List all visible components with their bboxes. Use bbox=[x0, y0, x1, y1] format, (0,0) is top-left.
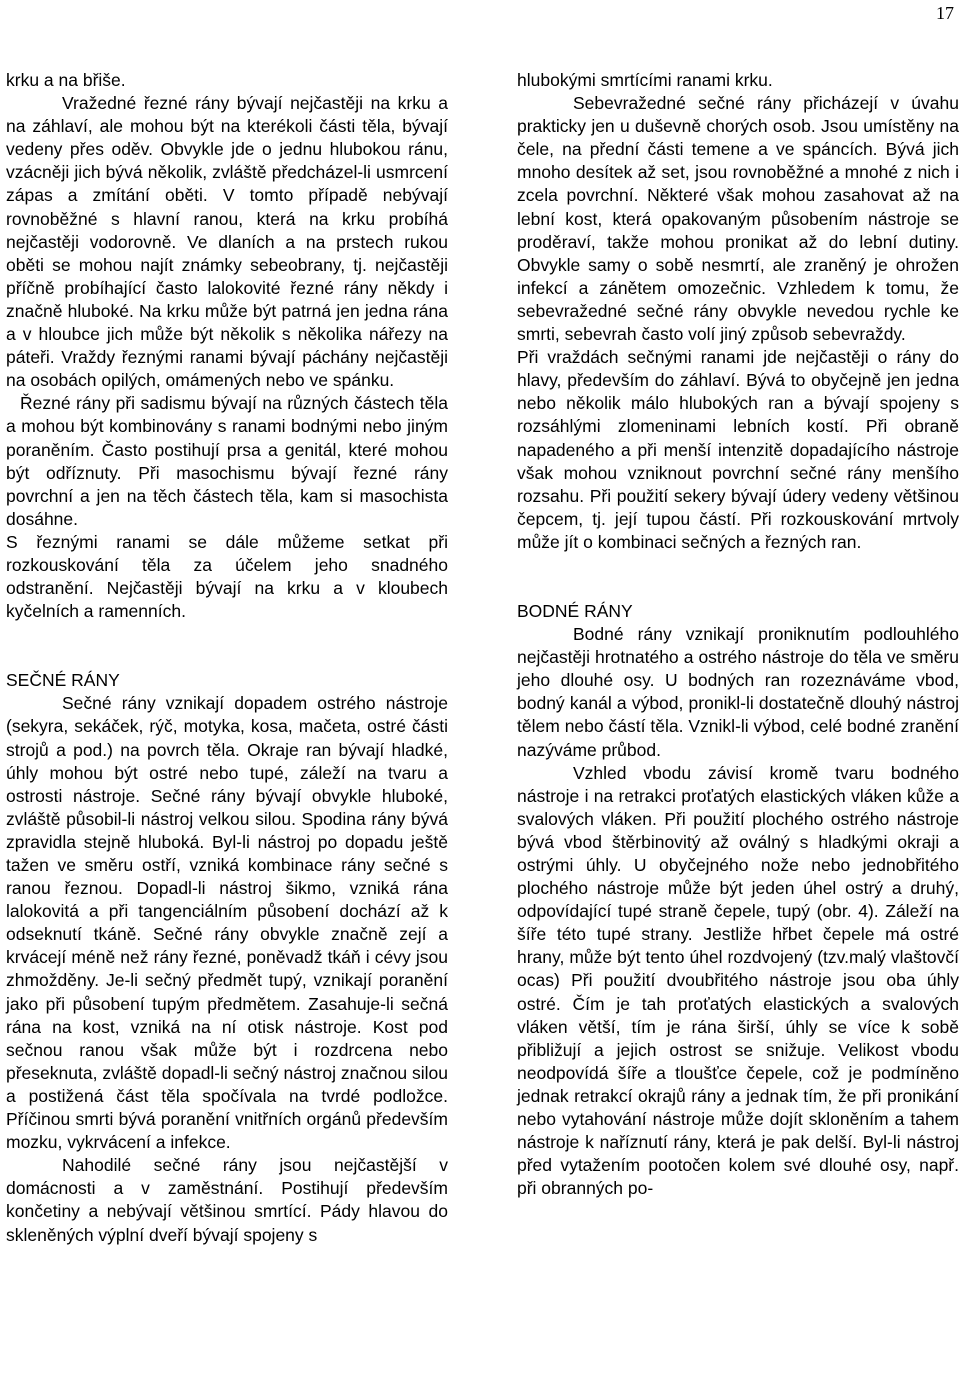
paragraph: Při vraždách sečnými ranami jde nejčastěji o rány do hlavy, především do záhlaví. Bývá to obyčejně jen jedna nebo několik málo hlubokých ran a bývají spojeny s rozsáhlými zlomeninami lebních kostí. Při obraně napadeného a při menší intenzitě dopadajícího nástroje však mohou vzniknout povrchní sečné rány menšího rozsahu. Při použití sekery bývají údery vedeny většinou čepcem, tj. její tupou částí. Při rozkouskování mrtvoly může jít o kombinaci sečných a řezných ran. bbox=[517, 347, 959, 552]
paragraph: Bodné rány vznikají proniknutím podlouhlého nejčastěji hrotnatého a ostrého nástroje do těla ve směru jeho dlouhé osy. U bodných ran rozeznáváme vbod, bodný kanál a výbod, pronikl-li dostatečně dlouhý nástroj tělem nebo částí těla. Vznikl-li výbod, celé bodné zranění nazýváme průbod. bbox=[517, 624, 959, 760]
paragraph: S řeznými ranami se dále můžeme setkat při rozkouskování těla za účelem jeho snadného odstranění. Nejčastěji bývají na krku a v kloubech kyčelních a ramenních. bbox=[6, 531, 448, 622]
paragraph: Řezné rány při sadismu bývají na různých částech těla a mohou být kombinovány s ranami bodnými nebo jiným poraněním. Často postihují prsa a genitál, které mohou být odříznuty. Při masochismu bývají řezné rány povrchní a jen na těch částech těla, kam si masochista dosáhne. bbox=[6, 393, 448, 529]
section-heading-secne-rany: SEČNÉ RÁNY bbox=[6, 670, 120, 691]
left-column bbox=[6, 69, 448, 1247]
left-top-text bbox=[6, 69, 448, 623]
paragraph: hlubokými smrtícími ranami krku. bbox=[517, 70, 773, 90]
paragraph: krku a na břiše. bbox=[6, 70, 126, 90]
left-bottom-text bbox=[6, 692, 448, 1246]
section-heading-bodne-rany: BODNÉ RÁNY bbox=[517, 600, 633, 621]
paragraph: Sečné rány vznikají dopadem ostrého nástroje (sekyra, sekáček, rýč, motyka, kosa, mačeta, ostré části strojů a pod.) na povrch těla. Okraje ran bývají hladké, úhly mohou být ostré nebo tupé, záleží na tvaru a ostrosti nástroje. Sečné rány bývají obvykle hluboké, zvláště působil-li nástroj velkou silou. Spodina rány bývá zpravidla stejně hluboká. Byl-li nástroj po dopadu ještě tažen ve směru ostří, vzniká kombinace rány sečné s ranou řeznou. Dopadl-li nástroj šikmo, vzniká rána lalokovitá a při tangenciálním působení dochází až k odseknutí tkáně. Sečné rány obvykle značně zejí a krvácejí méně než rány řezné, poněvadž tkáň i cévy jsou zhmožděny. Je-li sečný předmět tupý, vznikají poranění jako při působení tupým předmětem. Zasahuje-li sečná rána na kost, vzniká na ní otisk nástroje. Kost pod sečnou ranou však může být i rozdrcena nebo přeseknuta, zvláště dopadl-li sečný nástroj značnou silou a postižená část těla spočívala na tvrdé podložce. Příčinou smrti bývá poranění vnitřních orgánů především mozku, vykrvácení a infekce. bbox=[6, 693, 448, 1153]
paragraph: Sebevražedné sečné rány přicházejí v úvahu prakticky jen u duševně chorých osob. Jsou umístěny na čele, na přední části temene a ve spáncích. Bývá jich mnoho desítek až set, jsou rovnoběžné a mnohé z nich i zcela povrchní. Některé však mohou zasahovat až na lební kost, která opakovaným působením nástroje se proděraví, takže mohou pronikat až do lební dutiny. Obvykle samy o sobě nesmrtí, ale zraněný je ohrožen infekcí a zánětem omozečnic. Vzhledem k tomu, že sebevražedné sečné rány obvykle nevedou rychle ke smrti, sebevrah často volí jiný způsob sebevraždy. bbox=[517, 93, 959, 345]
paragraph: Vražedné řezné rány bývají nejčastěji na krku a na záhlaví, ale mohou být na kterékoli části těla, bývají vedeny přes oděv. Obvykle jde o jednu hlubokou ránu, vzácněji jich bývá několik, zvláště předcházel-li usmrcení zápas a zmítání oběti. V tomto případě nebývají rovnoběžné s hlavní ranou, která na krku probíhá nejčastěji vodorovně. Ve dlaních a na prstech rukou oběti se mohou najít známky sebeobrany, tj. nejčastěji příčně probíhající často lalokovité řezné rány někdy i značně hluboké. Na krku může být patrná jen jedna rána a v hloubce jich může být několik s několika nářezy na páteři. Vraždy řeznými ranami bývají páchány nejčastěji na osobách opilých, omámených nebo ve spánku. bbox=[6, 93, 448, 391]
paragraph: Nahodilé sečné rány jsou nejčastější v domácnosti a v zaměstnání. Postihují především končetiny a nebývají většinou smrtící. Pády hlavou do skleněných výplní dveří bývají spojeny s bbox=[6, 1155, 448, 1245]
right-column bbox=[517, 69, 959, 1200]
right-bottom-text bbox=[517, 623, 959, 1200]
page-number: 17 bbox=[936, 3, 954, 23]
paragraph: Vzhled vbodu závisí kromě tvaru bodného nástroje i na retrakci proťatých elastických vláken kůže a svalových vláken. Při použití plochého ostrého nástroje bývá vbod štěrbinovitý až oválný s hladkými okraji a ostrými úhly. U obyčejného nože nebo jednobřitého plochého nástroje může být jeden úhel ostrý a druhý, odpovídající tupé straně čepele, tupý (obr. 4). Záleží na šíře této tupé strany. Jestliže hřbet čepele má ostré hrany, může být tento úhel rozdvojený (tzv.malý vlaštovčí ocas) Při použití dvoubřitého nástroje jsou oba úhly ostré. Čím je tah proťatých elastických a svalových vláken větší, tím je rána širší, úhly se více k sobě přibližují a jejich ostrost se snižuje. Velikost vbodu neodpovídá šíře a tloušťce čepele, což je podmíněno jednak retrakcí okrajů rány a jednak tím, že při pronikání nebo vytahování nástroje může dojít skloněním a tahem nástroje k naříznutí rány, která je pak delší. Byl-li nástroj před vytažením pootočen kolem své dlouhé osy, např. při obranných po- bbox=[517, 762, 959, 1199]
right-top-text bbox=[517, 69, 959, 554]
